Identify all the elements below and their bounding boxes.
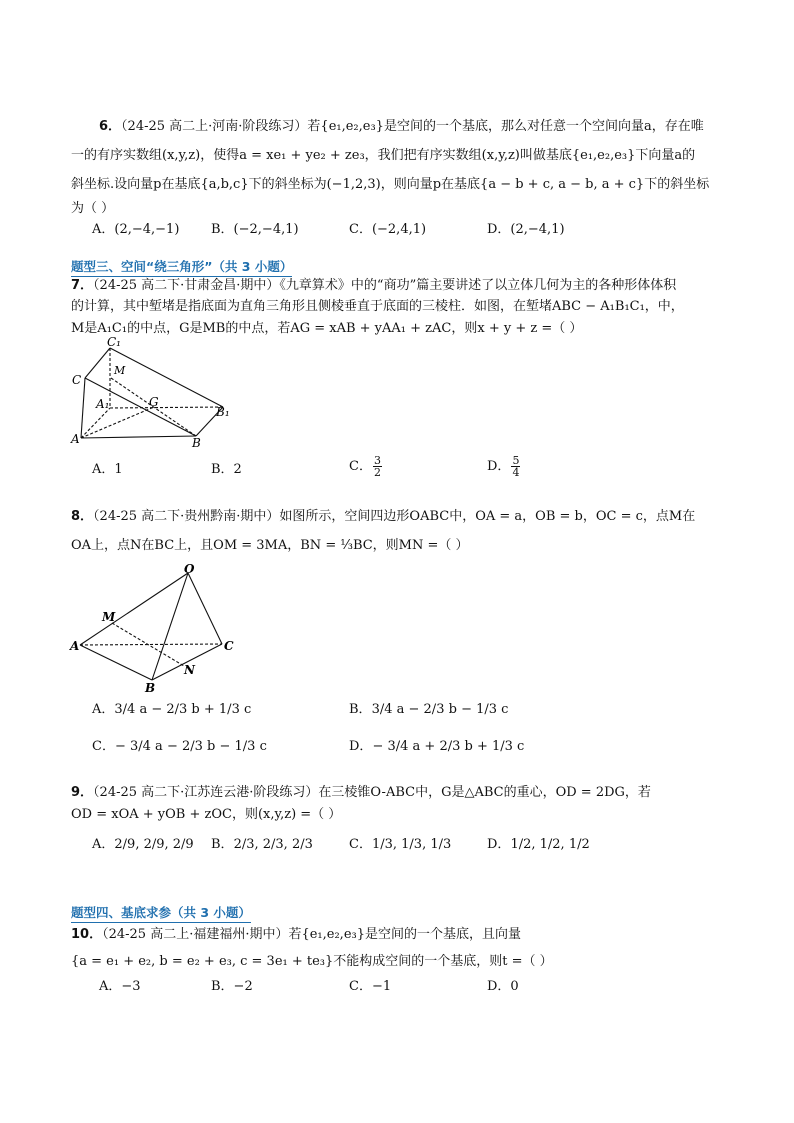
label-a: A: [71, 432, 80, 446]
label-c1: C₁: [107, 336, 121, 349]
q8-option-a[interactable]: A．3/4 a − 2/3 b + 1/3 c: [92, 702, 252, 717]
label-g: G: [149, 395, 159, 409]
q10-line1: 10．（24-25 高二上·福建福州·期中）若{e₁,e₂,e₃}是空间的一个基底，且向量: [71, 927, 521, 942]
q6-option-c[interactable]: C．(−2,4,1): [349, 222, 427, 237]
q6-line2: 一的有序实数组(x,y,z)，使得a = xe₁ + ye₂ + ze₃，我们把有序实数组(x,y,z)叫做基底{e₁,e₂,e₃}下向量a的: [71, 148, 696, 163]
q8-option-c[interactable]: C．− 3/4 a − 2/3 b − 1/3 c: [92, 739, 267, 754]
q10-line2: {a = e₁ + e₂, b = e₂ + e₃, c = 3e₁ + te₃}不能构成空间的一个基底，则t =（ ）: [71, 954, 553, 969]
q7-line3: M是A₁C₁的中点，G是MB的中点，若AG = xAB + yAA₁ + zAC，则x + y + z =（ ）: [71, 321, 583, 336]
q6-line4: 为（ ）: [71, 201, 115, 216]
q10-option-d[interactable]: D．0: [487, 979, 519, 994]
q10-option-c[interactable]: C．−1: [349, 979, 392, 994]
label-c: C: [72, 373, 82, 387]
q9-option-b[interactable]: B．2/3, 2/3, 2/3: [211, 837, 313, 852]
q7-option-d[interactable]: D． $\frac{5}{4}$: [487, 454, 520, 479]
label-a1: A₁: [96, 397, 110, 411]
q6-option-d[interactable]: D．(2,−4,1): [487, 222, 565, 237]
q7-option-a[interactable]: A．1: [92, 462, 123, 477]
q6-option-a[interactable]: A．(2,−4,−1): [92, 222, 180, 237]
label-b: B: [192, 436, 201, 450]
label-m: M: [114, 364, 126, 377]
q10-option-a[interactable]: A．−3: [99, 979, 141, 994]
q9-option-c[interactable]: C．1/3, 1/3, 1/3: [349, 837, 452, 852]
section-heading-4: 题型四、基底求参（共 3 小题）: [71, 903, 251, 923]
q8-line2: OA上，点N在BC上，且OM = 3MA，BN = ⅓BC，则MN =（ ）: [71, 538, 469, 553]
prism-figure: [66, 336, 246, 456]
q7-option-d-fraction: $\frac{5}{4}$: [512, 454, 520, 479]
label-o: O: [184, 562, 195, 576]
q8-line1: 8．（24-25 高二下·贵州黔南·期中）如图所示，空间四边形OABC中，OA = a，OB = b，OC = c，点M在: [71, 509, 696, 524]
q8-option-b[interactable]: B．3/4 a − 2/3 b − 1/3 c: [349, 702, 509, 717]
q7-line1: 7．（24-25 高二下·甘肃金昌·期中）《九章算术》中的“商功”篇主要讲述了以立体几何为主的各种形体体积: [71, 278, 677, 293]
label-m: M: [102, 610, 116, 624]
q9-option-a[interactable]: A．2/9, 2/9, 2/9: [92, 837, 194, 852]
section-heading-3: 题型三、空间“绕三角形”（共 3 小题）: [71, 257, 292, 277]
label-b1: B₁: [216, 405, 230, 419]
q9-line1: 9．（24-25 高二下·江苏连云港·阶段练习）在三棱锥O-ABC中，G是△ABC的重心，OD = 2DG，若: [71, 785, 651, 800]
q6-line3: 斜坐标.设向量p在基底{a,b,c}下的斜坐标为(−1,2,3)，则向量p在基底{a − b + c, a − b, a + c}下的斜坐标: [71, 177, 710, 192]
q8-option-d[interactable]: D．− 3/4 a + 2/3 b + 1/3 c: [349, 739, 525, 754]
label-a: A: [70, 639, 80, 653]
tetrahedron-figure: [66, 562, 246, 697]
q7-option-b[interactable]: B．2: [211, 462, 242, 477]
q9-line2: OD = xOA + yOB + zOC，则(x,y,z) =（ ）: [71, 807, 342, 822]
label-c: C: [224, 639, 234, 653]
q7-option-c-fraction: $\frac{3}{2}$: [373, 454, 381, 479]
q9-option-d[interactable]: D．1/2, 1/2, 1/2: [487, 837, 590, 852]
label-b: B: [145, 681, 156, 695]
q7-line2: 的计算，其中堑堵是指底面为直角三角形且侧棱垂直于底面的三棱柱．如图，在堑堵ABC − A₁B₁C₁，中，: [71, 299, 684, 314]
q7-option-c[interactable]: C． $\frac{3}{2}$: [349, 454, 381, 479]
q6-line1: 6．（24-25 高二上·河南·阶段练习）若{e₁,e₂,e₃}是空间的一个基底，那么对任意一个空间向量a，存在唯: [99, 119, 704, 134]
q6-option-b[interactable]: B．(−2,−4,1): [211, 222, 299, 237]
label-n: N: [184, 663, 195, 677]
q10-option-b[interactable]: B．−2: [211, 979, 253, 994]
